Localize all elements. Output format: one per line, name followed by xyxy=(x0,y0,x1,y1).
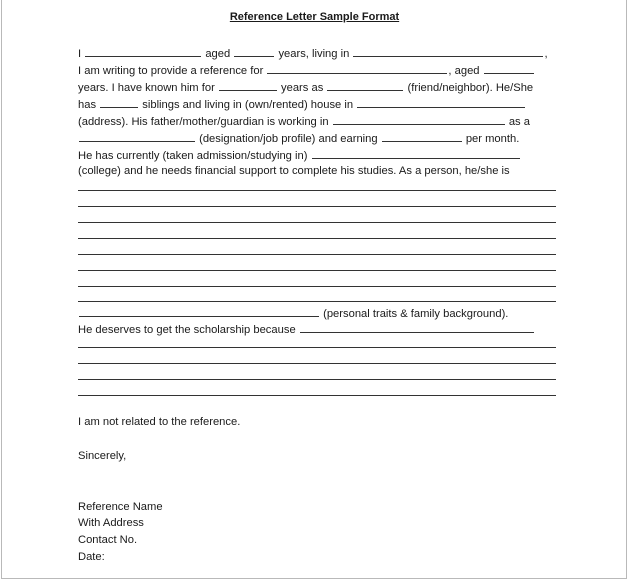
page-title: Reference Letter Sample Format xyxy=(229,11,400,23)
blank-earning[interactable] xyxy=(382,130,462,142)
blank-rule[interactable] xyxy=(78,301,556,302)
blank-living-in[interactable] xyxy=(353,45,543,57)
blank-rule[interactable] xyxy=(78,379,556,380)
blank-rule[interactable] xyxy=(78,270,556,271)
reference-name-label: Reference Name xyxy=(78,501,163,513)
blank-workplace[interactable] xyxy=(333,113,505,125)
text: has xyxy=(78,99,97,111)
blank-rule[interactable] xyxy=(78,206,556,207)
letter-line-10 xyxy=(78,321,558,337)
text: as a xyxy=(508,116,530,128)
text: years, living in xyxy=(278,48,350,60)
text: I am writing to provide a reference for xyxy=(78,65,264,77)
text: , xyxy=(544,48,548,60)
text: per month. xyxy=(465,133,520,145)
text: I xyxy=(78,48,82,60)
date-label: Date: xyxy=(78,551,105,563)
address-label: With Address xyxy=(78,517,144,529)
blank-personal-traits[interactable] xyxy=(79,305,319,317)
blank-rule[interactable] xyxy=(78,363,556,364)
letter-line-8 xyxy=(78,164,558,178)
blank-rule[interactable] xyxy=(78,254,556,255)
text: He deserves to get the scholarship because xyxy=(78,324,296,336)
blank-rule[interactable] xyxy=(78,286,556,287)
blank-name[interactable] xyxy=(85,45,201,57)
not-related-statement: I am not related to the reference. xyxy=(78,416,241,428)
blank-rule[interactable] xyxy=(78,238,556,239)
letter-line-4 xyxy=(78,96,558,112)
text: He has currently (taken admission/studying in) xyxy=(78,150,308,162)
blank-reference-age[interactable] xyxy=(484,62,534,74)
contact-label: Contact No. xyxy=(78,534,138,546)
blank-reference-name[interactable] xyxy=(267,62,447,74)
letter-line-5 xyxy=(78,113,558,129)
blank-years-known[interactable] xyxy=(219,79,277,91)
text: (designation/job profile) and earning xyxy=(199,133,378,145)
blank-rule[interactable] xyxy=(78,222,556,223)
blank-siblings[interactable] xyxy=(100,96,138,108)
blank-rule[interactable] xyxy=(78,347,556,348)
text: years as xyxy=(281,82,324,94)
letter-line-3 xyxy=(78,79,558,95)
text: (address). His father/mother/guardian is working in xyxy=(78,116,329,128)
text: aged xyxy=(205,48,231,60)
blank-house-location[interactable] xyxy=(357,96,525,108)
text: siblings and living in (own/rented) house in xyxy=(142,99,354,111)
letter-line-7 xyxy=(78,147,558,163)
text: (personal traits & family background). xyxy=(323,308,509,320)
blank-college[interactable] xyxy=(312,147,520,159)
blank-rule[interactable] xyxy=(78,190,556,191)
text: (college) and he needs financial support to complete his studies. As a person, he/she is xyxy=(78,165,510,177)
letter-line-6 xyxy=(78,130,558,146)
blank-scholarship-reason[interactable] xyxy=(300,321,534,333)
blank-relation[interactable] xyxy=(327,79,403,91)
letter-line-2 xyxy=(78,62,558,78)
text: , aged xyxy=(448,65,480,77)
blank-age[interactable] xyxy=(234,45,274,57)
letter-line-9 xyxy=(78,305,558,321)
blank-rule[interactable] xyxy=(78,395,556,396)
text: (friend/neighbor). He/She xyxy=(407,82,534,94)
sincerely-text: Sincerely, xyxy=(78,450,127,462)
text: years. I have known him for xyxy=(78,82,215,94)
letter-line-1 xyxy=(78,45,558,61)
blank-designation[interactable] xyxy=(79,130,195,142)
